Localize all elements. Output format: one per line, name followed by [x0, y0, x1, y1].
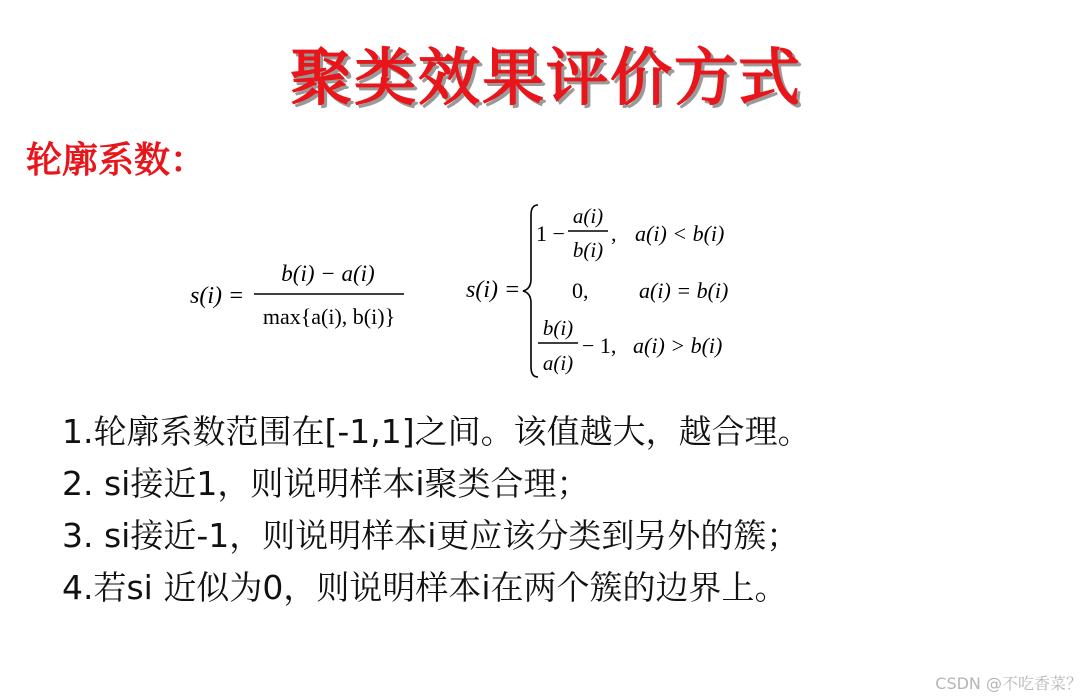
case1-denominator: b(i) [572, 238, 604, 262]
case3-tail: − 1, [582, 333, 617, 358]
formula-denominator: max{a(i), b(i)} [262, 304, 396, 329]
watermark: CSDN @不吃香菜？ [935, 674, 1082, 693]
explanation-point-2: 2. si接近1，则说明样本i聚类合理； [62, 464, 590, 503]
case1-condition: a(i) < b(i) [635, 221, 725, 246]
slide-title: 聚类效果评价方式 [289, 41, 802, 114]
case2-expression: 0, [572, 278, 589, 303]
explanation-point-3: 3. si接近-1，则说明样本i更应该分类到另外的簇； [62, 516, 800, 555]
formula-lhs: s(i) = [190, 283, 245, 309]
explanation-point-1: 1.轮廓系数范围在[-1,1]之间。该值越大，越合理。 [62, 412, 811, 451]
silhouette-formula [190, 261, 404, 329]
section-heading: 轮廓系数： [26, 140, 207, 181]
formula-svg [180, 195, 780, 385]
formula-numerator: b(i) − a(i) [281, 261, 375, 286]
case3-condition: a(i) > b(i) [633, 333, 723, 358]
explanation-list [62, 406, 811, 614]
silhouette-piecewise-formula [466, 204, 728, 377]
case2-condition: a(i) = b(i) [639, 278, 729, 303]
case1-comma: , [611, 221, 617, 246]
case3-denominator: a(i) [542, 351, 574, 375]
case3-numerator: b(i) [542, 316, 574, 340]
piecewise-lhs: s(i) = [466, 277, 521, 303]
case1-one: 1 − [536, 221, 565, 246]
formula-image [180, 195, 780, 385]
case1-numerator: a(i) [572, 204, 604, 228]
explanation-point-4: 4.若si 近似为0，则说明样本i在两个簇的边界上。 [62, 568, 788, 607]
